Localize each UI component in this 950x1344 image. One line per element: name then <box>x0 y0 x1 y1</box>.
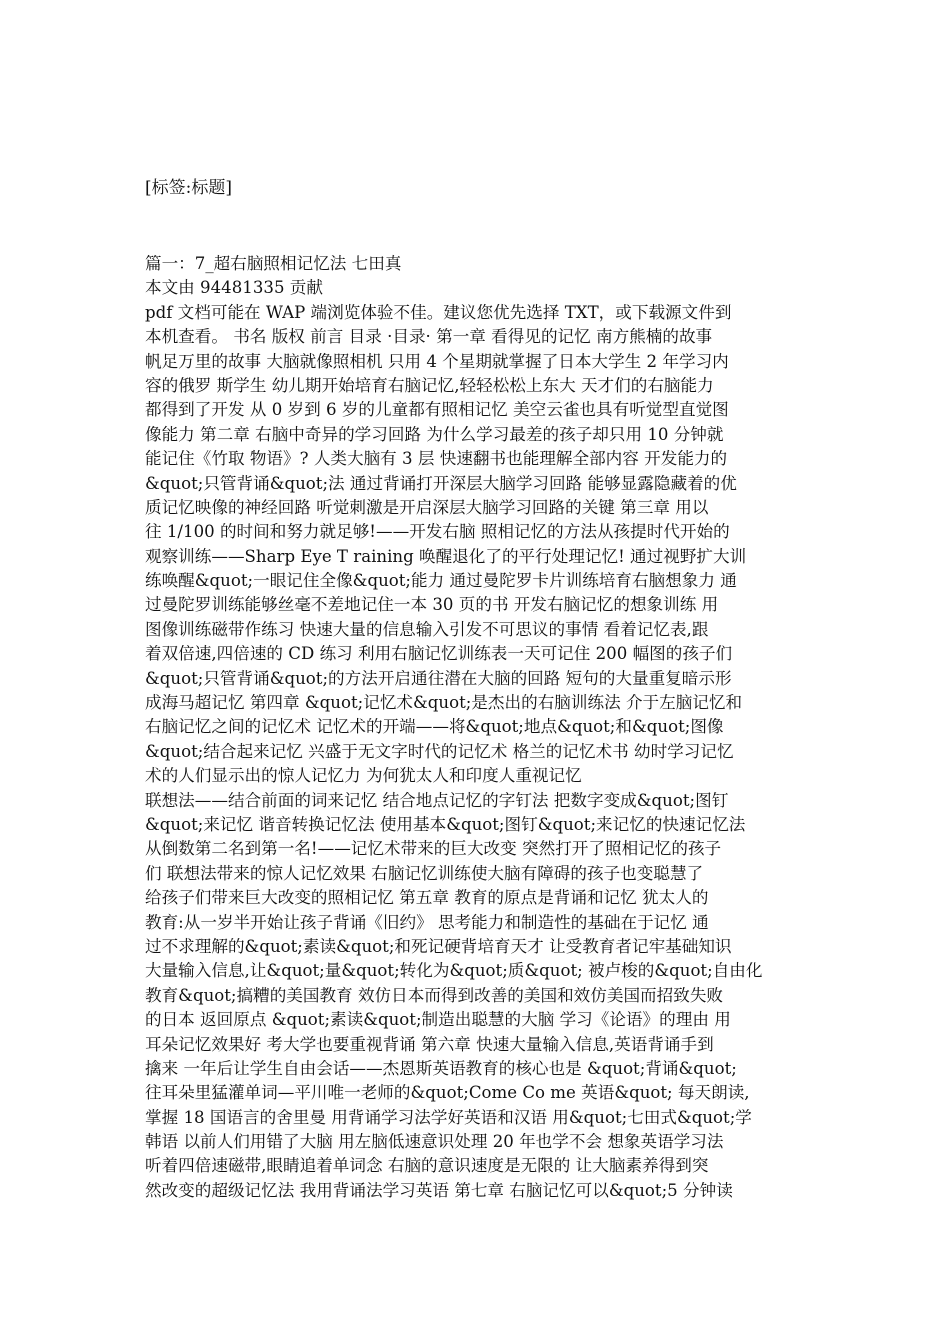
text-line: &quot;结合起来记忆 兴盛于无文字时代的记忆术 格兰的记忆术书 幼时学习记忆 <box>145 741 734 761</box>
document-body <box>145 252 810 1203</box>
text-line: 图像训练磁带作练习 快速大量的信息输入引发不可思议的事情 看着记忆表,跟 <box>145 619 709 639</box>
text-line: 过不求理解的&quot;素读&quot;和死记硬背培育天才 让受教育者记牢基础知识 <box>145 936 732 956</box>
text-line: 然改变的超级记忆法 我用背诵法学习英语 第七章 右脑记忆可以&quot;5 分钟读 <box>145 1180 733 1200</box>
text-line: 过曼陀罗训练能够丝毫不差地记住一本 30 页的书 开发右脑记忆的想象训练 用 <box>145 595 719 615</box>
text-line: 们 联想法带来的惊人记忆效果 右脑记忆训练使大脑有障碍的孩子也变聪慧了 <box>145 863 704 883</box>
text-line: 往耳朵里猛灌单词—平川唯一老师的&quot;Come Co me 英语&quot; 每天朗读, <box>145 1083 750 1103</box>
text-line: 观察训练——Sharp Eye T raining 唤醒退化了的平行处理记忆! 通过视野扩大训 <box>145 546 747 566</box>
text-line: 的日本 返回原点 &quot;素读&quot;制造出聪慧的大脑 学习《论语》的理由 用 <box>145 1010 731 1030</box>
text-line: 能记住《竹取 物语》? 人类大脑有 3 层 快速翻书也能理解全部内容 开发能力的 <box>145 449 728 469</box>
text-line: 往 1/100 的时间和努力就足够!——开发右脑 照相记忆的方法从孩提时代开始的 <box>145 522 730 542</box>
text-line: 术的人们显示出的惊人记忆力 为何犹太人和印度人重视记忆 <box>145 766 582 786</box>
text-line: 右脑记忆之间的记忆术 记忆术的开端——将&quot;地点&quot;和&quot;图像 <box>145 717 724 737</box>
section-heading: 篇一：7_超右脑照相记忆法 七田真 <box>145 254 402 273</box>
text-line: 帆足万里的故事 大脑就像照相机 只用 4 个星期就掌握了日本大学生 2 年学习内 <box>145 351 729 371</box>
text-line: &quot;只管背诵&quot;法 通过背诵打开深层大脑学习回路 能够显露隐藏着的优 <box>145 473 737 493</box>
text-line: 容的俄罗 斯学生 幼儿期开始培育右脑记忆,轻轻松松上东大 天才们的右脑能力 <box>145 375 714 395</box>
text-line: 给孩子们带来巨大改变的照相记忆 第五章 教育的原点是背诵和记忆 犹太人的 <box>145 888 709 908</box>
text-line: 擒来 一年后让学生自由会话——杰恩斯英语教育的核心也是 &quot;背诵&quot; <box>145 1058 737 1078</box>
text-line: 教育:从一岁半开始让孩子背诵《旧约》 思考能力和制造性的基础在于记忆 通 <box>145 912 709 932</box>
text-line: 联想法——结合前面的词来记忆 结合地点记忆的字钉法 把数字变成&quot;图钉 <box>145 790 729 810</box>
text-line: &quot;只管背诵&quot;的方法开启通往潜在大脑的回路 短句的大量重复暗示形 <box>145 668 732 688</box>
text-line: 从倒数第二名到第一名!——记忆术带来的巨大改变 突然打开了照相记忆的孩子 <box>145 839 722 859</box>
text-line: 听着四倍速磁带,眼睛追着单词念 右脑的意识速度是无限的 让大脑素养得到突 <box>145 1156 709 1176</box>
text-line: 本机查看。 书名 版权 前言 目录 ·目录· 第一章 看得见的记忆 南方熊楠的故事 <box>145 327 713 347</box>
text-line: 韩语 以前人们用错了大脑 用左脑低速意识处理 20 年也学不会 想象英语学习法 <box>145 1132 724 1152</box>
text-line: 着双倍速,四倍速的 CD 练习 利用右脑记忆训练表一天可记住 200 幅图的孩子们 <box>145 644 733 664</box>
text-line: 本文由 94481335 贡献 <box>145 278 323 298</box>
text-line: 教育&quot;搞糟的美国教育 效仿日本而得到改善的美国和效仿美国而招致失败 <box>145 985 724 1005</box>
text-line: pdf 文档可能在 WAP 端浏览体验不佳。建议您优先选择 TXT，或下载源文件到 <box>145 302 732 322</box>
text-line: 耳朵记忆效果好 考大学也要重视背诵 第六章 快速大量输入信息,英语背诵手到 <box>145 1034 714 1054</box>
text-line: 都得到了开发 从 0 岁到 6 岁的儿童都有照相记忆 美空云雀也具有听觉型直觉图 <box>145 400 729 420</box>
tag-label: [标签:标题] <box>145 178 232 198</box>
text-line: &quot;来记忆 谐音转换记忆法 使用基本&quot;图钉&quot;来记忆的快速记忆法 <box>145 814 746 834</box>
text-line: 大量输入信息,让&quot;量&quot;转化为&quot;质&quot; 被卢梭的&quot;自由化 <box>145 961 763 981</box>
text-line: 成海马超记忆 第四章 &quot;记忆术&quot;是杰出的右脑训练法 介于左脑记忆和 <box>145 693 743 713</box>
text-line: 质记忆映像的神经回路 听觉刺激是开启深层大脑学习回路的关键 第三章 用以 <box>145 497 709 517</box>
text-line: 像能力 第二章 右脑中奇异的学习回路 为什么学习最差的孩子却只用 10 分钟就 <box>145 424 724 444</box>
text-line: 练唤醒&quot;一眼记住全像&quot;能力 通过曼陀罗卡片训练培育右脑想象力 通 <box>145 571 737 591</box>
text-line: 掌握 18 国语言的舍里曼 用背诵学习法学好英语和汉语 用&quot;七田式&quot;学 <box>145 1107 752 1127</box>
